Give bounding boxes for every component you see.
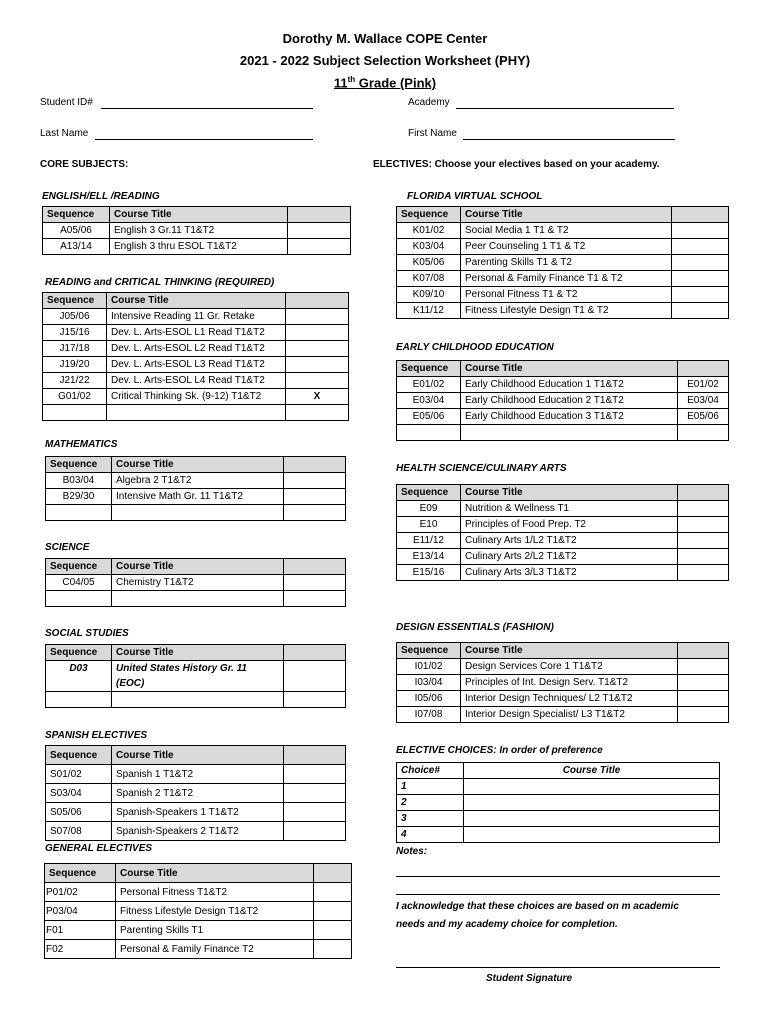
course-cell: Interior Design Techniques/ L2 T1&T2 (461, 691, 678, 707)
col-sequence: Sequence (46, 457, 112, 473)
last-name-label: Last Name (40, 128, 89, 139)
table-row (397, 409, 729, 425)
col-course-title: Course Title (112, 645, 284, 661)
choice-input-cell[interactable] (464, 811, 720, 827)
sequence-cell (397, 425, 461, 441)
col-sequence: Sequence (46, 645, 112, 661)
col-course-title: Course Title (461, 361, 678, 377)
english-table (42, 206, 351, 255)
sequence-cell: G01/02 (43, 389, 107, 405)
sequence-cell: E13/14 (397, 549, 461, 565)
choice-number-cell: 1 (397, 779, 464, 795)
grade-label (0, 75, 770, 90)
table-row (43, 405, 349, 421)
grade-number: 11 (333, 75, 348, 91)
table-row (46, 692, 346, 708)
selection-cell[interactable] (678, 675, 729, 691)
col-mark (678, 485, 729, 501)
col-mark (286, 293, 349, 309)
course-cell: Parenting Skills T1 (116, 921, 314, 940)
reading-section-label: READING and CRITICAL THINKING (REQUIRED) (45, 277, 275, 288)
table-row (397, 517, 729, 533)
table-row (45, 883, 352, 902)
table-row (46, 473, 346, 489)
table-row (397, 533, 729, 549)
col-choice-number: Choice# (397, 763, 464, 779)
course-cell: Interior Design Specialist/ L3 T1&T2 (461, 707, 678, 723)
selection-cell[interactable] (284, 822, 346, 841)
col-course-title: Course Title (112, 746, 284, 765)
table-row (43, 341, 349, 357)
course-cell: Spanish 2 T1&T2 (112, 784, 284, 803)
course-cell: Peer Counseling 1 T1 & T2 (461, 239, 672, 255)
sequence-cell: J19/20 (43, 357, 107, 373)
col-mark (284, 645, 346, 661)
selection-cell[interactable] (314, 921, 352, 940)
sequence-cell: S07/08 (46, 822, 112, 841)
table-row (397, 675, 729, 691)
course-cell: Dev. L. Arts-ESOL L3 Read T1&T2 (107, 357, 286, 373)
grade-suffix: th (347, 75, 356, 84)
selection-cell[interactable] (284, 575, 346, 591)
selection-cell[interactable] (284, 489, 346, 505)
selection-cell[interactable] (286, 325, 349, 341)
selection-cell[interactable] (284, 803, 346, 822)
course-cell: Fitness Lifestyle Design T1&T2 (116, 902, 314, 921)
col-mark (288, 207, 351, 223)
sequence-cell: J17/18 (43, 341, 107, 357)
selection-cell[interactable] (284, 692, 346, 708)
col-mark (678, 643, 729, 659)
code-cell: E05/06 (678, 409, 729, 425)
selection-cell[interactable] (678, 565, 729, 581)
course-cell: Personal Fitness T1 & T2 (461, 287, 672, 303)
sequence-cell: I05/06 (397, 691, 461, 707)
table-row (43, 309, 349, 325)
signature-label: Student Signature (486, 973, 573, 984)
selection-cell[interactable] (284, 661, 346, 692)
choices-table (396, 762, 720, 843)
course-cell (112, 591, 284, 607)
table-row (397, 795, 720, 811)
course-cell: Early Childhood Education 2 T1&T2 (461, 393, 678, 409)
col-sequence: Sequence (43, 293, 107, 309)
choice-number-cell: 3 (397, 811, 464, 827)
table-row (397, 239, 729, 255)
selection-cell[interactable] (672, 239, 729, 255)
code-cell: E01/02 (678, 377, 729, 393)
notes-label: Notes: (396, 846, 428, 857)
selection-cell[interactable] (678, 691, 729, 707)
table-row (397, 303, 729, 319)
sequence-cell: A05/06 (43, 223, 110, 239)
student-id-label: Student ID# (40, 97, 93, 108)
col-mark (284, 746, 346, 765)
social-studies-table (45, 644, 346, 708)
sequence-cell: K09/10 (397, 287, 461, 303)
table-row (397, 691, 729, 707)
col-choice-course-title: Course Title (464, 763, 720, 779)
selection-cell[interactable] (314, 940, 352, 959)
selection-cell[interactable] (286, 341, 349, 357)
code-cell (678, 425, 729, 441)
sequence-cell: B03/04 (46, 473, 112, 489)
electives-heading: ELECTIVES: Choose your electives based on your academy. (373, 159, 660, 170)
table-row (397, 707, 729, 723)
table-row (46, 784, 346, 803)
sequence-cell: C04/05 (46, 575, 112, 591)
table-row (43, 239, 351, 255)
notes-line-1[interactable] (396, 876, 720, 877)
course-cell (461, 425, 678, 441)
general-table (44, 863, 352, 959)
english-section-label: ENGLISH/ELL /READING (42, 191, 160, 202)
course-cell: Culinary Arts 1/L2 T1&T2 (461, 533, 678, 549)
fvs-section-label: FLORIDA VIRTUAL SCHOOL (407, 191, 543, 202)
selection-cell[interactable] (286, 357, 349, 373)
selection-cell[interactable] (286, 405, 349, 421)
reading-table (42, 292, 349, 421)
course-cell: Personal & Family Finance T2 (116, 940, 314, 959)
course-cell (107, 405, 286, 421)
col-sequence: Sequence (397, 643, 461, 659)
sequence-cell: E05/06 (397, 409, 461, 425)
sequence-cell: S03/04 (46, 784, 112, 803)
course-cell: Early Childhood Education 3 T1&T2 (461, 409, 678, 425)
first-name-label: First Name (408, 128, 457, 139)
course-cell: Principles of Food Prep. T2 (461, 517, 678, 533)
course-cell (112, 661, 284, 692)
selection-cell[interactable] (288, 223, 351, 239)
science-table (45, 558, 346, 607)
table-row (397, 659, 729, 675)
choice-number-cell: 4 (397, 827, 464, 843)
notes-line-2[interactable] (396, 894, 720, 895)
col-sequence: Sequence (397, 207, 461, 223)
course-cell: Early Childhood Education 1 T1&T2 (461, 377, 678, 393)
table-row (397, 287, 729, 303)
course-title-line1: United States History Gr. 11 (116, 663, 247, 674)
sequence-cell: E01/02 (397, 377, 461, 393)
col-mark (284, 457, 346, 473)
table-row (46, 575, 346, 591)
course-cell: Intensive Math Gr. 11 T1&T2 (112, 489, 284, 505)
social-studies-section-label: SOCIAL STUDIES (45, 628, 129, 639)
sequence-cell: F02 (45, 940, 116, 959)
sequence-cell: K01/02 (397, 223, 461, 239)
sequence-cell: I01/02 (397, 659, 461, 675)
selection-cell[interactable] (284, 473, 346, 489)
table-row (46, 591, 346, 607)
document-title: Dorothy M. Wallace COPE Center (282, 31, 488, 46)
col-sequence: Sequence (45, 864, 116, 883)
academy-field[interactable] (456, 108, 674, 109)
col-sequence: Sequence (397, 485, 461, 501)
selection-cell[interactable] (672, 255, 729, 271)
course-cell: Fitness Lifestyle Design T1 & T2 (461, 303, 672, 319)
col-course-title: Course Title (107, 293, 286, 309)
col-sequence: Sequence (46, 559, 112, 575)
table-row (397, 377, 729, 393)
acknowledgement-line-1: I acknowledge that these choices are based on m academic (396, 901, 679, 912)
course-cell: Dev. L. Arts-ESOL L4 Read T1&T2 (107, 373, 286, 389)
course-cell: Dev. L. Arts-ESOL L2 Read T1&T2 (107, 341, 286, 357)
course-cell: Intensive Reading 11 Gr. Retake (107, 309, 286, 325)
math-table (45, 456, 346, 521)
sequence-cell: J21/22 (43, 373, 107, 389)
table-row (397, 501, 729, 517)
general-section-label: GENERAL ELECTIVES (45, 843, 153, 854)
table-row (397, 811, 720, 827)
table-row (397, 393, 729, 409)
first-name-field[interactable] (463, 139, 675, 140)
spanish-table (45, 745, 346, 841)
table-row (46, 661, 346, 692)
table-row (43, 389, 349, 405)
table-row (397, 565, 729, 581)
selection-cell[interactable] (286, 373, 349, 389)
table-row (46, 505, 346, 521)
selection-cell[interactable] (284, 765, 346, 784)
selection-cell[interactable] (314, 883, 352, 902)
student-id-field[interactable] (101, 108, 313, 109)
table-row (397, 223, 729, 239)
sequence-cell: J15/16 (43, 325, 107, 341)
table-row (397, 425, 729, 441)
course-cell: English 3 thru ESOL T1&T2 (110, 239, 288, 255)
sequence-cell: S01/02 (46, 765, 112, 784)
course-cell: Culinary Arts 2/L2 T1&T2 (461, 549, 678, 565)
selection-cell[interactable] (672, 303, 729, 319)
sequence-cell: B29/30 (46, 489, 112, 505)
selection-cell[interactable] (286, 309, 349, 325)
sequence-cell: K05/06 (397, 255, 461, 271)
fvs-table (396, 206, 729, 319)
table-row (43, 223, 351, 239)
course-cell: Principles of Int. Design Serv. T1&T2 (461, 675, 678, 691)
table-row (397, 549, 729, 565)
col-course-title: Course Title (112, 457, 284, 473)
selection-cell[interactable] (678, 549, 729, 565)
col-course-title: Course Title (461, 207, 672, 223)
sequence-cell: K07/08 (397, 271, 461, 287)
math-section-label: MATHEMATICS (45, 439, 118, 450)
selection-cell[interactable] (288, 239, 351, 255)
code-cell: E03/04 (678, 393, 729, 409)
course-cell: English 3 Gr.11 T1&T2 (110, 223, 288, 239)
selection-cell[interactable] (284, 505, 346, 521)
selection-cell[interactable] (314, 902, 352, 921)
table-row (45, 921, 352, 940)
sequence-cell: P01/02 (45, 883, 116, 902)
col-sequence: Sequence (43, 207, 110, 223)
course-cell: Culinary Arts 3/L3 T1&T2 (461, 565, 678, 581)
course-cell: Parenting Skills T1 & T2 (461, 255, 672, 271)
health-section-label: HEALTH SCIENCE/CULINARY ARTS (396, 463, 567, 474)
sequence-cell: E09 (397, 501, 461, 517)
health-table (396, 484, 729, 581)
sequence-cell: K03/04 (397, 239, 461, 255)
choice-input-cell[interactable] (464, 779, 720, 795)
course-cell: Critical Thinking Sk. (9-12) T1&T2 (107, 389, 286, 405)
col-course-title: Course Title (461, 643, 678, 659)
last-name-field[interactable] (95, 139, 313, 140)
table-row (45, 902, 352, 921)
course-cell (112, 505, 284, 521)
col-mark (672, 207, 729, 223)
ece-table (396, 360, 729, 441)
table-row (45, 940, 352, 959)
selection-cell[interactable] (678, 533, 729, 549)
col-course-title: Course Title (110, 207, 288, 223)
col-course-title: Course Title (116, 864, 314, 883)
col-sequence: Sequence (46, 746, 112, 765)
col-course-title: Course Title (461, 485, 678, 501)
table-row (397, 271, 729, 287)
col-course-title: Course Title (112, 559, 284, 575)
table-row (46, 803, 346, 822)
sequence-cell: S05/06 (46, 803, 112, 822)
sequence-cell: F01 (45, 921, 116, 940)
table-row (43, 325, 349, 341)
sequence-cell: K11/12 (397, 303, 461, 319)
sequence-cell: E10 (397, 517, 461, 533)
choice-number-cell: 2 (397, 795, 464, 811)
design-table (396, 642, 729, 723)
table-row (46, 489, 346, 505)
sequence-cell (46, 692, 112, 708)
sequence-cell: E15/16 (397, 565, 461, 581)
sequence-cell (46, 591, 112, 607)
selection-cell[interactable] (678, 659, 729, 675)
selection-cell[interactable] (678, 501, 729, 517)
col-sequence: Sequence (397, 361, 461, 377)
course-cell: Personal Fitness T1&T2 (116, 883, 314, 902)
col-mark (284, 559, 346, 575)
selection-cell[interactable]: X (286, 389, 349, 405)
ece-section-label: EARLY CHILDHOOD EDUCATION (396, 342, 554, 353)
signature-line[interactable] (396, 967, 720, 968)
table-row (397, 779, 720, 795)
science-section-label: SCIENCE (45, 542, 90, 553)
course-cell: Nutrition & Wellness T1 (461, 501, 678, 517)
col-mark (314, 864, 352, 883)
table-row (46, 822, 346, 841)
table-row (43, 373, 349, 389)
table-row (46, 765, 346, 784)
selection-cell[interactable] (672, 287, 729, 303)
selection-cell[interactable] (672, 271, 729, 287)
table-row (397, 255, 729, 271)
core-subjects-heading: CORE SUBJECTS: (40, 159, 129, 170)
sequence-cell: E11/12 (397, 533, 461, 549)
sequence-cell: E03/04 (397, 393, 461, 409)
sequence-cell: D03 (46, 661, 112, 692)
course-cell: Design Services Core 1 T1&T2 (461, 659, 678, 675)
document-subtitle: 2021 - 2022 Subject Selection Worksheet (PHY) (239, 53, 531, 68)
design-section-label: DESIGN ESSENTIALS (FASHION) (396, 622, 554, 633)
selection-cell[interactable] (284, 784, 346, 803)
course-cell: Spanish 1 T1&T2 (112, 765, 284, 784)
table-row (397, 827, 720, 843)
sequence-cell (43, 405, 107, 421)
course-cell: Personal & Family Finance T1 & T2 (461, 271, 672, 287)
course-cell: Social Media 1 T1 & T2 (461, 223, 672, 239)
sequence-cell (46, 505, 112, 521)
selection-cell[interactable] (678, 517, 729, 533)
course-cell: Chemistry T1&T2 (112, 575, 284, 591)
grade-text: Grade (Pink) (355, 75, 437, 91)
acknowledgement-line-2: needs and my academy choice for completion. (396, 919, 618, 930)
course-cell: Dev. L. Arts-ESOL L1 Read T1&T2 (107, 325, 286, 341)
course-cell: Algebra 2 T1&T2 (112, 473, 284, 489)
academy-label: Academy (408, 97, 450, 108)
course-cell: Spanish-Speakers 1 T1&T2 (112, 803, 284, 822)
selection-cell[interactable] (672, 223, 729, 239)
course-cell: Spanish-Speakers 2 T1&T2 (112, 822, 284, 841)
selection-cell[interactable] (678, 707, 729, 723)
col-code (678, 361, 729, 377)
table-row (43, 357, 349, 373)
choices-section-label: ELECTIVE CHOICES: In order of preference (396, 745, 603, 756)
sequence-cell: J05/06 (43, 309, 107, 325)
sequence-cell: I07/08 (397, 707, 461, 723)
choice-input-cell[interactable] (464, 795, 720, 811)
sequence-cell: I03/04 (397, 675, 461, 691)
spanish-section-label: SPANISH ELECTIVES (45, 730, 148, 741)
course-cell (112, 692, 284, 708)
choice-input-cell[interactable] (464, 827, 720, 843)
sequence-cell: P03/04 (45, 902, 116, 921)
sequence-cell: A13/14 (43, 239, 110, 255)
course-title-line2: (EOC) (116, 678, 145, 689)
selection-cell[interactable] (284, 591, 346, 607)
